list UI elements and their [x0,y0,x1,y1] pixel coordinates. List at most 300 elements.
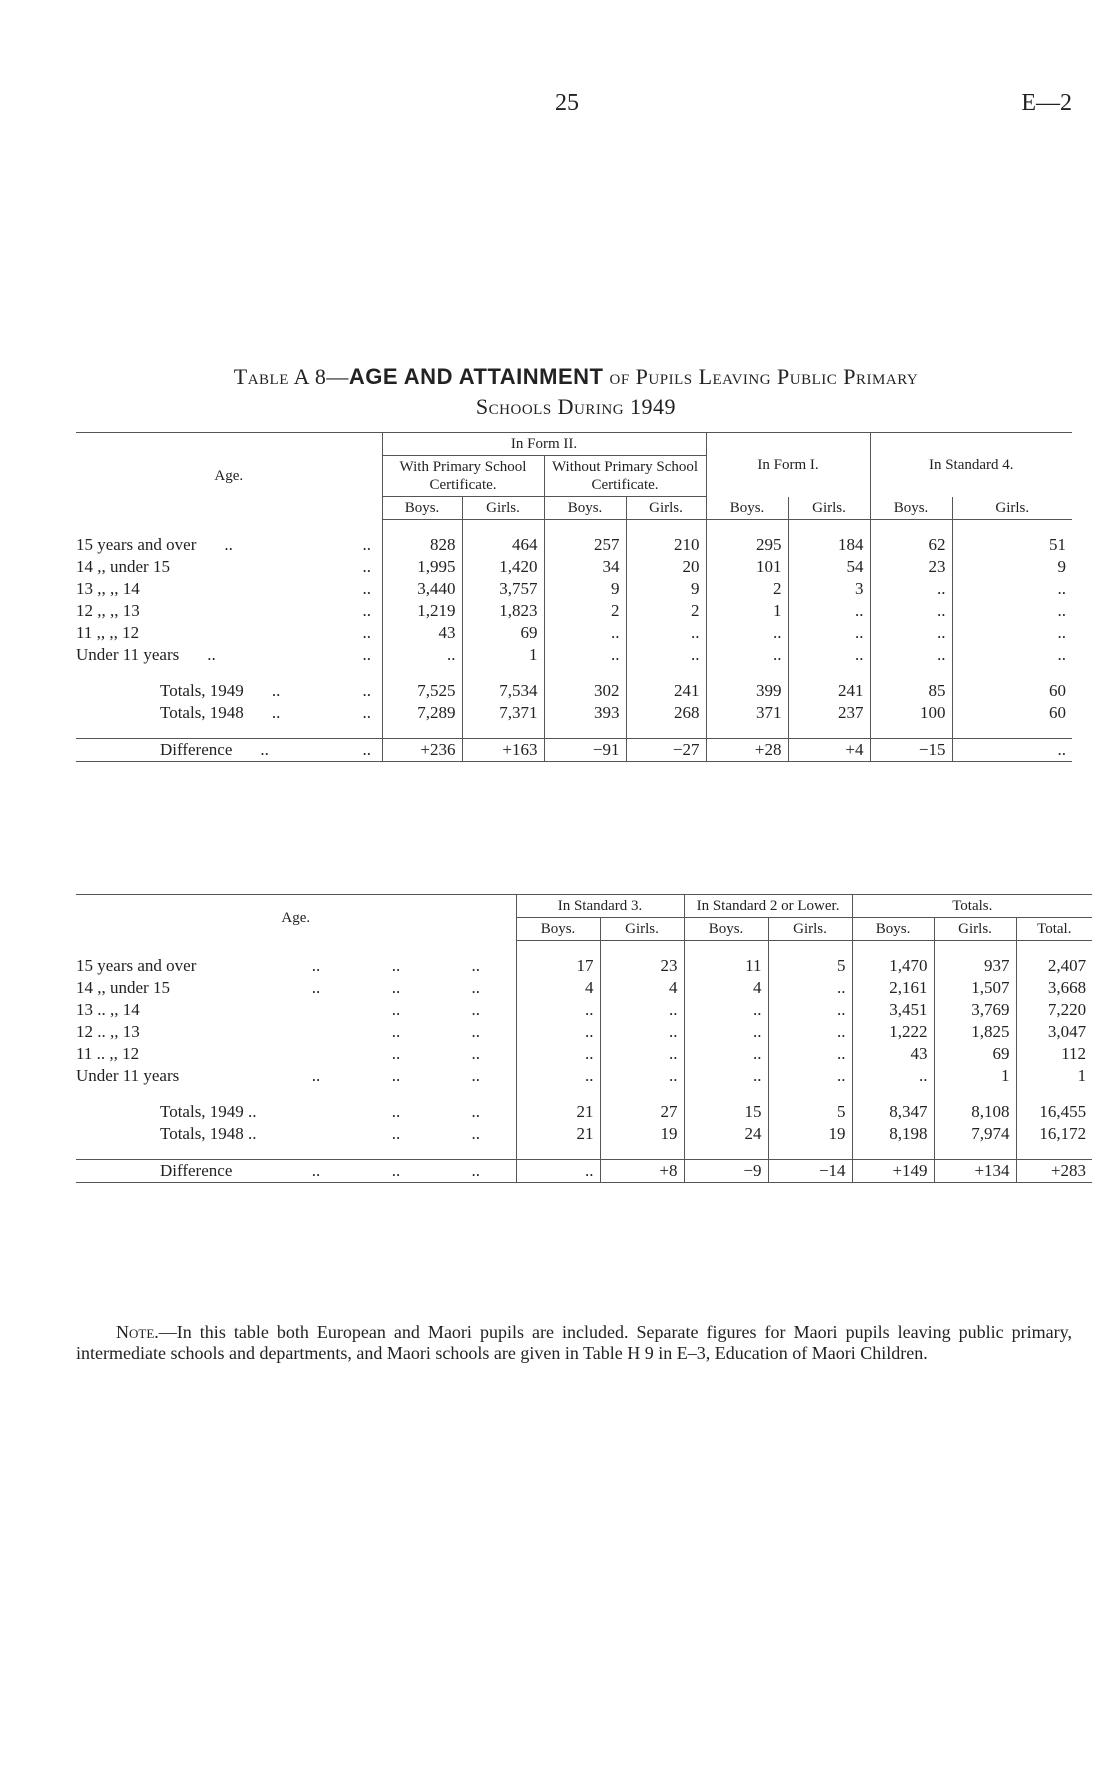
leader-dots: .. [362,681,371,700]
table-row [76,955,1092,977]
data-cell: .. [952,644,1072,666]
data-cell: .. [952,600,1072,622]
row-label [76,680,352,702]
data-cell: 9 [544,578,626,600]
spacer-cell [788,520,870,535]
note-text: —In this table both European and Maori pupils are included. Separate figures for Maori pupils leaving public primary, intermediate schools and departments, and Maori schools are given in Table H 9 in E–3, Education of Maori Children. [76,1322,1072,1363]
row-label-text: Difference [160,740,233,759]
row-label-text: 12 ,, ,, 13 [76,601,140,620]
data-cell: 3,668 [1016,977,1092,999]
data-cell: .. [706,644,788,666]
data-cell: 3,440 [382,578,462,600]
data-cell: 112 [1016,1043,1092,1065]
leader-dots: .. [260,740,269,759]
table-title [76,362,1076,422]
spacer-cell [870,724,952,739]
spacer-cell [600,941,684,956]
data-cell: 7,525 [382,680,462,702]
leader-dots: .. [391,1044,401,1063]
leader-dots: .. [471,1044,480,1063]
spacer-cell [76,1145,276,1160]
std3-header: In Standard 3. [516,895,684,918]
data-cell: 1 [934,1065,1016,1087]
data-cell: 62 [870,534,952,556]
spacer-cell [436,1087,516,1101]
data-cell: +163 [462,739,544,762]
leader-dots: .. [362,601,371,620]
leader-dots: .. [391,1066,401,1085]
data-cell: 7,974 [934,1123,1016,1145]
leader-dots: .. [311,978,321,997]
table-row [76,622,1072,644]
data-cell: 237 [788,702,870,724]
data-cell: −91 [544,739,626,762]
leader-dots: .. [391,1102,401,1121]
col-boys: Boys. [684,918,768,941]
spacer-cell [76,520,352,535]
row-label: 13 .. ,, 14 [76,1000,140,1019]
series-code: E—2 [1021,90,1072,116]
table-part-2 [76,894,1092,1183]
leader-dots: .. [311,1066,321,1085]
data-cell: 1 [706,600,788,622]
table-row [76,680,1072,702]
data-cell: 2 [706,578,788,600]
data-cell: .. [768,1021,852,1043]
leader-dots [276,1021,356,1043]
data-cell: .. [952,622,1072,644]
table-row [76,1101,1092,1123]
table-row [76,1043,1092,1065]
spacer-cell [934,1145,1016,1160]
totals-header: Totals. [852,895,1092,918]
spacer-cell [684,941,768,956]
data-cell: 17 [516,955,600,977]
data-cell: .. [706,622,788,644]
leader-dots [276,1101,356,1123]
spacer-cell [1016,941,1092,956]
age-header: Age. [76,433,382,520]
spacer-cell [352,520,382,535]
data-cell: 101 [706,556,788,578]
data-cell: .. [600,1043,684,1065]
leader-dots: .. [471,1066,480,1085]
spacer-cell [516,941,600,956]
row-label: Difference [76,1160,276,1183]
leader-dots: .. [362,535,371,554]
row-label [76,702,352,724]
data-cell: .. [952,578,1072,600]
spacer-cell [768,1145,852,1160]
leader-dots: .. [207,645,216,664]
data-cell: .. [516,1043,600,1065]
data-cell: 19 [768,1123,852,1145]
spacer-cell [76,724,352,739]
data-cell: .. [516,1065,600,1087]
table-row [76,702,1072,724]
leader-dots: .. [352,739,382,762]
data-cell: 937 [934,955,1016,977]
data-cell: .. [870,600,952,622]
col-boys: Boys. [544,497,626,520]
spacer-cell [952,666,1072,680]
spacer-cell [544,666,626,680]
row-label [76,556,352,578]
data-cell: +4 [788,739,870,762]
leader-dots: .. [391,1022,401,1041]
data-cell: 1,823 [462,600,544,622]
row-label: 11 .. ,, 12 [76,1044,140,1063]
data-cell: 2,161 [852,977,934,999]
col-girls: Girls. [934,918,1016,941]
data-cell: 27 [600,1101,684,1123]
spacer-row [76,941,1092,956]
data-cell: 210 [626,534,706,556]
data-cell: 241 [626,680,706,702]
data-cell: 399 [706,680,788,702]
spacer-cell [382,520,462,535]
data-cell: −14 [768,1160,852,1183]
data-cell: 69 [934,1043,1016,1065]
data-cell: .. [870,578,952,600]
row-label-text: Totals, 1948 [160,703,244,722]
data-cell: 1,470 [852,955,934,977]
data-cell: 9 [952,556,1072,578]
col-girls: Girls. [600,918,684,941]
row-label-text: Under 11 years [76,645,180,664]
spacer-cell [544,520,626,535]
data-cell: 54 [788,556,870,578]
data-cell: 8,347 [852,1101,934,1123]
data-cell: −9 [684,1160,768,1183]
row-label-text: Totals, 1949 [160,681,244,700]
title-prefix: Table A 8— [233,364,349,389]
spacer-cell [952,520,1072,535]
data-cell: 16,455 [1016,1101,1092,1123]
leader-dots: .. [362,579,371,598]
data-cell: .. [544,622,626,644]
table-note [76,1322,1072,1364]
col-girls: Girls. [788,497,870,520]
data-cell: 1,507 [934,977,1016,999]
data-cell: 24 [684,1123,768,1145]
std4-header: In Standard 4. [870,433,1072,497]
col-total: Total. [1016,918,1092,941]
data-cell: 16,172 [1016,1123,1092,1145]
data-cell: 3,451 [852,999,934,1021]
data-cell: 69 [462,622,544,644]
data-cell: 23 [600,955,684,977]
leader-dots: .. [362,557,371,576]
data-cell: .. [788,600,870,622]
table-row [76,534,1072,556]
spacer-cell [788,666,870,680]
data-cell: 2 [626,600,706,622]
data-cell: 23 [870,556,952,578]
spacer-cell [276,941,356,956]
row-label [76,600,352,622]
col-boys: Boys. [852,918,934,941]
leader-dots: .. [471,956,480,975]
data-cell: .. [870,622,952,644]
leader-dots: .. [356,1160,436,1183]
leader-dots [276,1123,356,1145]
data-cell: 268 [626,702,706,724]
spacer-cell [1016,1145,1092,1160]
data-cell: .. [382,644,462,666]
with-cert-header: With Primary School Certificate. [382,456,544,497]
table-row [76,556,1072,578]
table-row [76,644,1072,666]
data-cell: .. [788,644,870,666]
col-boys: Boys. [382,497,462,520]
data-cell: 1,995 [382,556,462,578]
data-cell: .. [544,644,626,666]
data-cell: 241 [788,680,870,702]
spacer-cell [870,666,952,680]
spacer-cell [76,1087,276,1101]
data-cell: 257 [544,534,626,556]
spacer-row [76,1145,1092,1160]
data-cell: 9 [626,578,706,600]
age-header: Age. [76,895,516,941]
leader-dots: .. [471,1124,480,1143]
spacer-cell [870,520,952,535]
spacer-cell [516,1145,600,1160]
data-cell: .. [516,999,600,1021]
spacer-cell [462,666,544,680]
spacer-cell [76,666,352,680]
spacer-cell [544,724,626,739]
spacer-cell [626,724,706,739]
data-cell: 43 [852,1043,934,1065]
title-line1-rest: of Pupils Leaving Public Primary [603,364,919,389]
data-cell: 8,108 [934,1101,1016,1123]
spacer-cell [852,1087,934,1101]
spacer-cell [684,1145,768,1160]
data-cell: .. [516,1021,600,1043]
table-part-1 [76,432,1072,762]
spacer-cell [852,941,934,956]
spacer-cell [952,724,1072,739]
data-cell: .. [626,622,706,644]
table-row [76,600,1072,622]
data-cell: 5 [768,955,852,977]
spacer-cell [356,941,436,956]
without-cert-header: Without Primary School Certificate. [544,456,706,497]
data-cell: .. [684,999,768,1021]
table-row [76,977,1092,999]
data-cell: 51 [952,534,1072,556]
data-cell: .. [768,1065,852,1087]
data-cell: 4 [600,977,684,999]
leader-dots: .. [471,1000,480,1019]
table-row [76,1160,1092,1183]
leader-dots: .. [362,703,371,722]
data-cell: .. [626,644,706,666]
spacer-cell [382,666,462,680]
spacer-cell [276,1087,356,1101]
data-cell: 1,825 [934,1021,1016,1043]
data-cell: .. [952,739,1072,762]
row-label: Under 11 years [76,1066,180,1085]
data-cell: 3,769 [934,999,1016,1021]
data-cell: 1,420 [462,556,544,578]
data-cell: +8 [600,1160,684,1183]
spacer-cell [462,520,544,535]
data-cell: 100 [870,702,952,724]
form1-header: In Form I. [706,433,870,497]
spacer-cell [626,666,706,680]
col-girls: Girls. [952,497,1072,520]
spacer-cell [356,1145,436,1160]
leader-dots: .. [471,1022,480,1041]
data-cell: 60 [952,680,1072,702]
data-cell: 7,220 [1016,999,1092,1021]
row-label [76,534,352,556]
page-number: 25 [555,90,579,116]
data-cell: 1,219 [382,600,462,622]
row-label: Totals, 1948 .. [160,1124,257,1143]
spacer-cell [382,724,462,739]
leader-dots [276,1043,356,1065]
leader-dots: .. [276,1160,356,1183]
data-cell: 8,198 [852,1123,934,1145]
data-cell: .. [600,999,684,1021]
data-cell: +236 [382,739,462,762]
row-label-text: 15 years and over [76,535,197,554]
data-cell: +134 [934,1160,1016,1183]
leader-dots: .. [471,978,480,997]
leader-dots: .. [391,956,401,975]
leader-dots: .. [271,703,281,722]
col-girls: Girls. [768,918,852,941]
data-cell: .. [852,1065,934,1087]
spacer-cell [516,1087,600,1101]
data-cell: 295 [706,534,788,556]
data-cell: 828 [382,534,462,556]
spacer-cell [934,941,1016,956]
data-cell: 19 [600,1123,684,1145]
spacer-cell [352,724,382,739]
leader-dots: .. [271,681,281,700]
spacer-row [76,666,1072,680]
leader-dots: .. [436,1160,516,1183]
spacer-cell [1016,1087,1092,1101]
row-label [76,578,352,600]
data-cell: 393 [544,702,626,724]
spacer-cell [462,724,544,739]
data-cell: .. [768,977,852,999]
row-label-text: 14 ,, under 15 [76,557,170,576]
row-label: 15 years and over [76,956,197,975]
data-cell: 5 [768,1101,852,1123]
data-cell: 7,534 [462,680,544,702]
table-row [76,739,1072,762]
data-cell: 21 [516,1123,600,1145]
spacer-cell [600,1087,684,1101]
row-label-text: 13 ,, ,, 14 [76,579,140,598]
col-boys: Boys. [516,918,600,941]
data-cell: .. [684,1065,768,1087]
spacer-cell [706,666,788,680]
spacer-cell [600,1145,684,1160]
spacer-row [76,724,1072,739]
data-cell: 371 [706,702,788,724]
table-row [76,1065,1092,1087]
spacer-row [76,1087,1092,1101]
data-cell: 302 [544,680,626,702]
col-girls: Girls. [626,497,706,520]
data-cell: 4 [684,977,768,999]
data-cell: +149 [852,1160,934,1183]
data-cell: 11 [684,955,768,977]
spacer-cell [768,941,852,956]
spacer-cell [436,941,516,956]
col-boys: Boys. [870,497,952,520]
row-label [76,644,352,666]
data-cell: .. [870,644,952,666]
spacer-row [76,520,1072,535]
col-girls: Girls. [462,497,544,520]
data-cell: .. [600,1065,684,1087]
data-cell: 3 [788,578,870,600]
data-cell: 464 [462,534,544,556]
data-cell: 85 [870,680,952,702]
leader-dots: .. [391,978,401,997]
data-cell: 15 [684,1101,768,1123]
data-cell: .. [768,999,852,1021]
data-cell: 3,757 [462,578,544,600]
data-cell: .. [768,1043,852,1065]
data-cell: 2,407 [1016,955,1092,977]
row-label [76,622,352,644]
form2-header: In Form II. [382,433,706,456]
data-cell: 7,289 [382,702,462,724]
leader-dots [276,999,356,1021]
leader-dots: .. [311,956,321,975]
spacer-cell [788,724,870,739]
leader-dots: .. [362,645,371,664]
note-label: Note. [116,1322,159,1342]
data-cell: 21 [516,1101,600,1123]
data-cell: 60 [952,702,1072,724]
leader-dots: .. [224,535,233,554]
data-cell: +283 [1016,1160,1092,1183]
data-cell: +28 [706,739,788,762]
col-boys: Boys. [706,497,788,520]
data-cell: 3,047 [1016,1021,1092,1043]
spacer-cell [852,1145,934,1160]
spacer-cell [626,520,706,535]
data-cell: 1,222 [852,1021,934,1043]
row-label [76,739,352,762]
data-cell: .. [516,1160,600,1183]
spacer-cell [436,1145,516,1160]
data-cell: −27 [626,739,706,762]
data-cell: .. [684,1043,768,1065]
spacer-cell [768,1087,852,1101]
row-label: 12 .. ,, 13 [76,1022,140,1041]
table-row [76,1021,1092,1043]
spacer-cell [706,724,788,739]
data-cell: 4 [516,977,600,999]
data-cell: 184 [788,534,870,556]
leader-dots: .. [362,623,371,642]
data-cell: 1 [1016,1065,1092,1087]
data-cell: 34 [544,556,626,578]
leader-dots: .. [471,1102,480,1121]
